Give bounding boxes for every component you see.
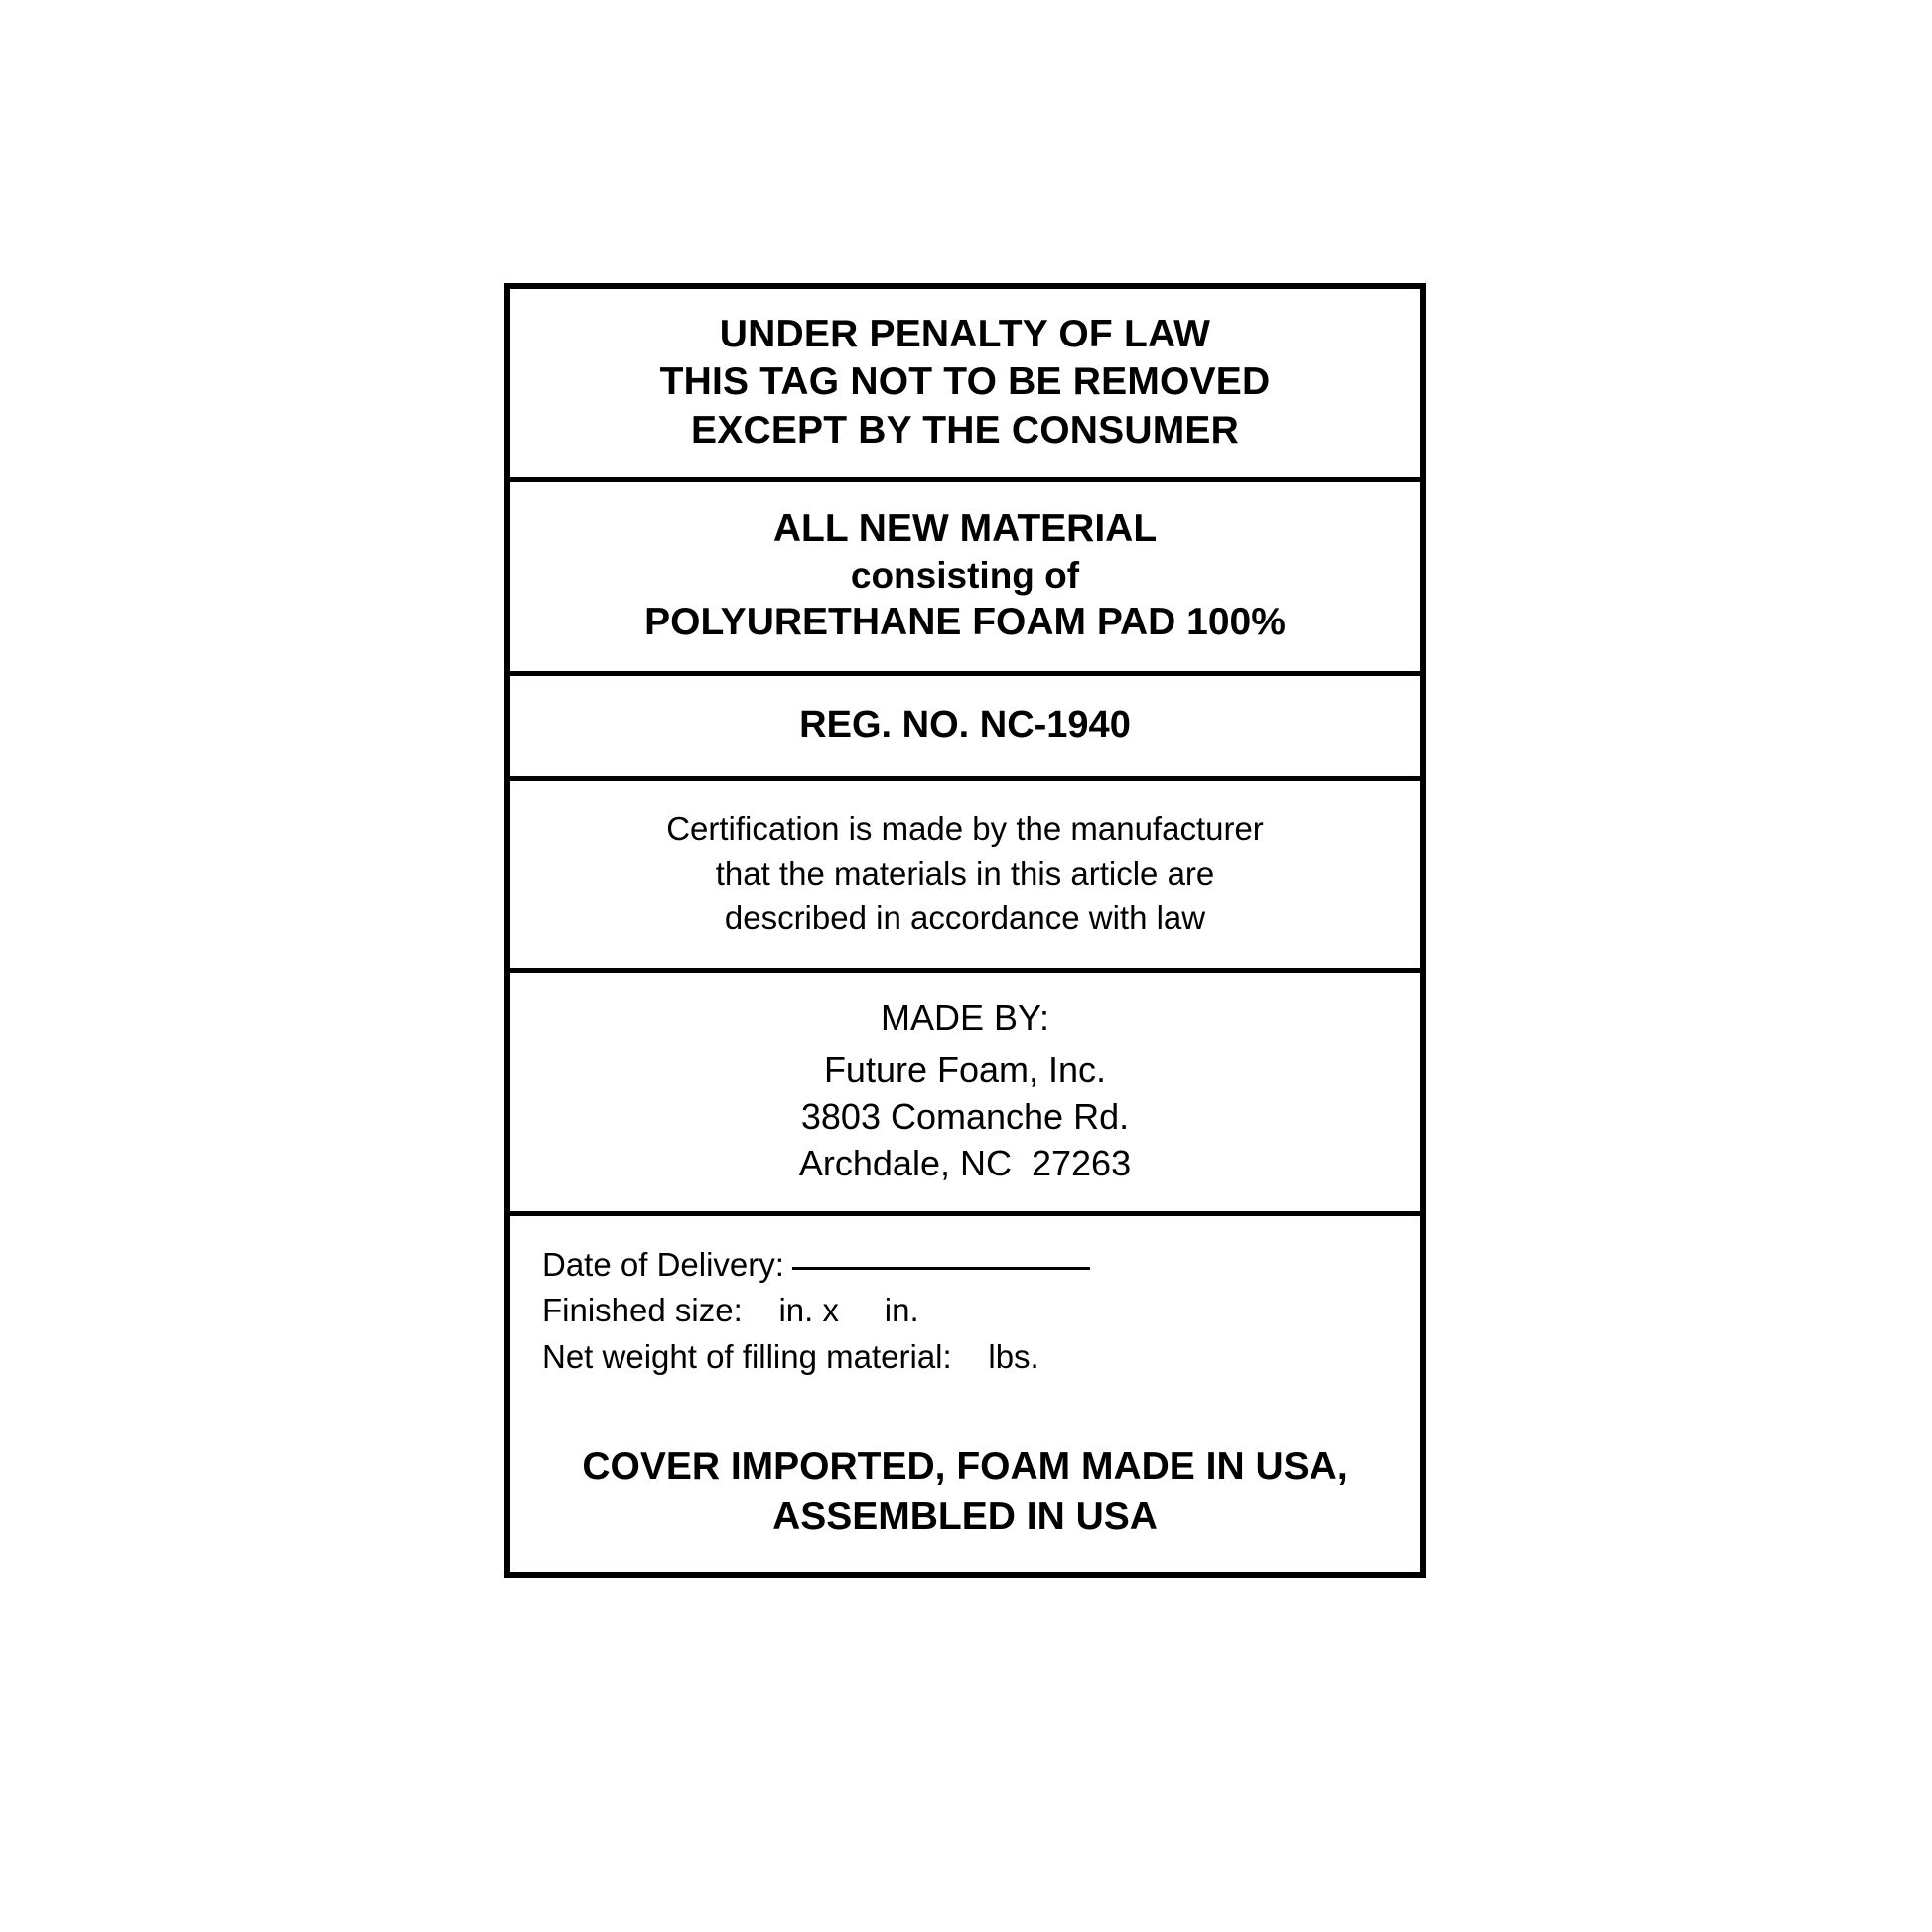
net-weight-label: Net weight of filling material:	[542, 1338, 952, 1376]
finished-size-label: Finished size:	[542, 1292, 743, 1329]
certification-line-1: Certification is made by the manufacturer	[666, 809, 1264, 847]
penalty-notice-section	[510, 289, 1420, 482]
certification-line-2: that the materials in this article are	[715, 854, 1215, 892]
date-of-delivery-row	[510, 1242, 1420, 1289]
finished-size-value[interactable]: in. x in.	[742, 1292, 919, 1329]
country-of-origin-block	[510, 1443, 1420, 1542]
date-of-delivery-label: Date of Delivery:	[542, 1245, 784, 1283]
net-weight-row	[510, 1334, 1420, 1381]
penalty-line-2: THIS TAG NOT TO BE REMOVED	[659, 360, 1271, 404]
material-line-1: ALL NEW MATERIAL	[772, 507, 1158, 551]
registration-number: REG. NO. NC-1940	[799, 703, 1131, 746]
origin-line-1: COVER IMPORTED, FOAM MADE IN USA,	[582, 1446, 1348, 1489]
material-line-2: consisting of	[850, 555, 1080, 597]
manufacturer-section	[510, 973, 1420, 1215]
origin-line-2: ASSEMBLED IN USA	[772, 1495, 1158, 1539]
net-weight-value[interactable]: lbs.	[951, 1338, 1039, 1376]
delivery-details-section	[510, 1216, 1420, 1572]
material-line-3: POLYURETHANE FOAM PAD 100%	[644, 601, 1286, 644]
law-tag	[504, 283, 1426, 1578]
manufacturer-street: 3803 Comanche Rd.	[800, 1096, 1130, 1137]
certification-line-3: described in accordance with law	[724, 898, 1206, 936]
certification-statement-section	[510, 781, 1420, 974]
manufacturer-company: Future Foam, Inc.	[823, 1049, 1107, 1091]
material-content-section	[510, 482, 1420, 676]
penalty-line-3: EXCEPT BY THE CONSUMER	[691, 408, 1239, 452]
penalty-line-1: UNDER PENALTY OF LAW	[719, 313, 1211, 355]
made-by-heading: MADE BY:	[880, 997, 1050, 1038]
registration-number-section	[510, 676, 1420, 781]
date-of-delivery-blank[interactable]	[792, 1266, 1090, 1270]
finished-size-row	[510, 1288, 1420, 1334]
manufacturer-city-state-zip: Archdale, NC 27263	[798, 1142, 1132, 1183]
